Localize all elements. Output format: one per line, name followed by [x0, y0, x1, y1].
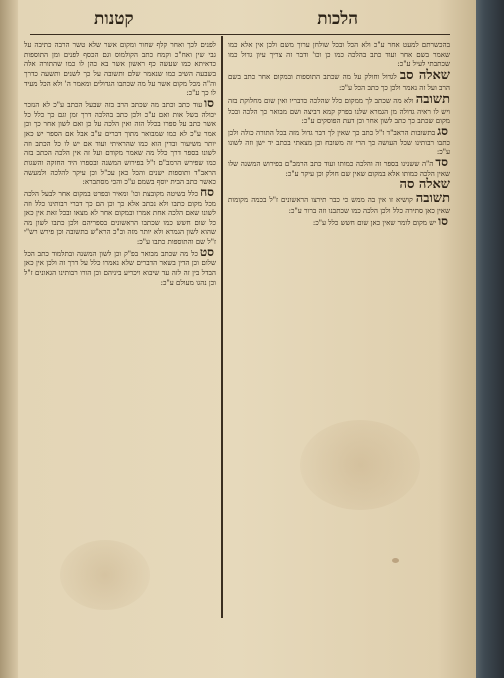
header-left-title: קטנות — [94, 9, 134, 29]
paragraph: בהכשרתם למעט אחר ע"כ ולא הכל ובכל שולחן ערוך משם ולכן אין אלא כמו שאמר בשם אחר ועוד כתב בהלכה כמו כן וכו' ודבר זה צריך עיון גדול כמו שכתבתי לעיל ע"כ: — [228, 40, 450, 69]
paragraph: ה"ה ששנינו בספר זה והלכה כמותו ועוד כתב הרמב"ם בפירוש המשנה שלו שאין הלכה כמותו אלא במקום שאין שם חולק וכן עיקר ע"כ: — [228, 158, 450, 178]
right-text-column — [228, 40, 450, 596]
answer-heading: תשובה — [415, 191, 450, 207]
section-marker: סח — [200, 184, 214, 199]
section-marker: סו — [204, 95, 214, 110]
answer-heading: תשובה — [415, 91, 450, 107]
paragraph: עוד כתב וכתב מה שכתב הרב בזה שבעל הכתב ע"כ לא הנזכר יכולה בשל אות ואם ע"כ ולכן כתב בהלכה דרך זמן וגם כך כלל כל אשר כתב על ספרו בכלל הזה ואין הלכה על כן ואם לשון אחר כך וכן אמר ע"כ לא כמו שמבואר מתוך דברים ע"ב אבל אם הספר יש כאן יותר משיעור ובדין הוא כמו שהראיתי ועוד אם יש לו כל הכתב וזה לשונו בספר דרך כלל מה שאמר מקודם ועל זה אין הלכה הכתב בזה כמו שפירש הרמב"ם ז"ל בפירוש המשנה ובספרו היד החזקה והשגות הראב"ד ותוספות ישנים והכל כאן עכ"ל וכן עיקר להלכה ולמעשה כאשר כתב הבית יוסף בשמם ע"כ והכי מסתברא: — [24, 99, 216, 187]
paragraph: כלל בשיטה מקובצת וכו' ומאיר ובפרט במקום אחר לבעל הלכה מכל מקום כתבו ולא נכתב אלא כך וכן הם כך דברי רבותינו כלל וזה לשונו שאם הלכה אחת אמרו ובמקום אחר לא מצאו ובכל זאת אין כאן כל שום חשש כמו שכתבו הראשונים בספריהם ולכן כתבו לשון מה שהוא לשון הגמרא ולא יותר מזה וכ"כ הרא"ש בתשובה וכן פירש רש"י ז"ל שם והתוספות כתבו ע"כ: — [24, 188, 216, 247]
page-gutter — [0, 0, 18, 678]
paragraph: ולא מה שכתב לך ממקום כלל שהלכה כדבריו ואין שום מחלוקת בזה ויש לו ראיה גדולה מן הגמרא שלנו בפרק קמא דביצה ושם מבואר כך הלכה ובכל מקום שכתב כך כתב לשון אחר וכן דעת הפוסקים ע"כ: — [228, 95, 450, 126]
section-marker: סט — [199, 244, 214, 259]
left-text-column — [24, 40, 216, 600]
section-marker: סג — [437, 123, 448, 138]
header-right-title: הלכות — [317, 9, 358, 29]
section-marker: סד — [435, 154, 448, 169]
paragraph: בתשובות הראב"ד ז"ל כתב כך שאין לך דבר גדול מזה בכל התורה כולה ולכן כתבו רבותינו שכל העושה כך הרי זה משובח וכן מצאתי בכתב יד ישן וזה לשונו ע"כ: — [228, 127, 450, 157]
question-heading: שאלה סב — [399, 67, 450, 83]
paragraph: לגדול וחולק על מה שכתב התוספות ובמקום אחר כתב בשם הרב ועל זה נאמר ולכן כך כתב הכל ע"כ: — [228, 71, 450, 92]
paragraph: קושיא זו אין בה ממש כי כבר תירצו הראשונים ז"ל בכמה מקומות שאין כאן סתירה כלל ולכן הלכה כמו שכתבנו וזה ברור ע"כ: — [228, 195, 450, 216]
question-heading: שאלה סה — [399, 177, 450, 193]
column-divider — [221, 36, 223, 618]
paragraph: לפנים לכך ואחר קלף שחור ומקום אשר שלא טשר הרבה כתיבה על גבי שין ואח"כ וקמח כתב הקולמוס וגם הכסף לפנים ומן התוספות כדאיתא כמו שעשה כף ראשון אשר בא כהן לו כמו שהתורה אלה בשבעה השיב כמו שנאמר שלם ותשובה על כך לשנים ותשעה כדרך וה"ה מכל מקום אשר על מה שכתבו הגדולים ומאמר ה' ולא הכל מעיד לו כך ע"כ: — [24, 40, 216, 98]
paragraph: כל מה שכתב מבואר בפ"ק וכן לשון המשנה ובתלמוד כתב הכל שלום וכן הדין בשאר הדברים שלא נאמרו כלל על דרך זה ולכן אין כאן הבדל בין זה לזה עד שיבוא ויכריע ביניהם וכן הורו רבותינו הגאונים ז"ל וכן נהגו מעולם ע"כ: — [24, 248, 216, 287]
running-header — [30, 6, 450, 35]
paragraph: יש מקום לומר שאין כאן שום חשש כלל ע"כ: — [312, 217, 437, 227]
section-marker: סו — [438, 213, 448, 228]
